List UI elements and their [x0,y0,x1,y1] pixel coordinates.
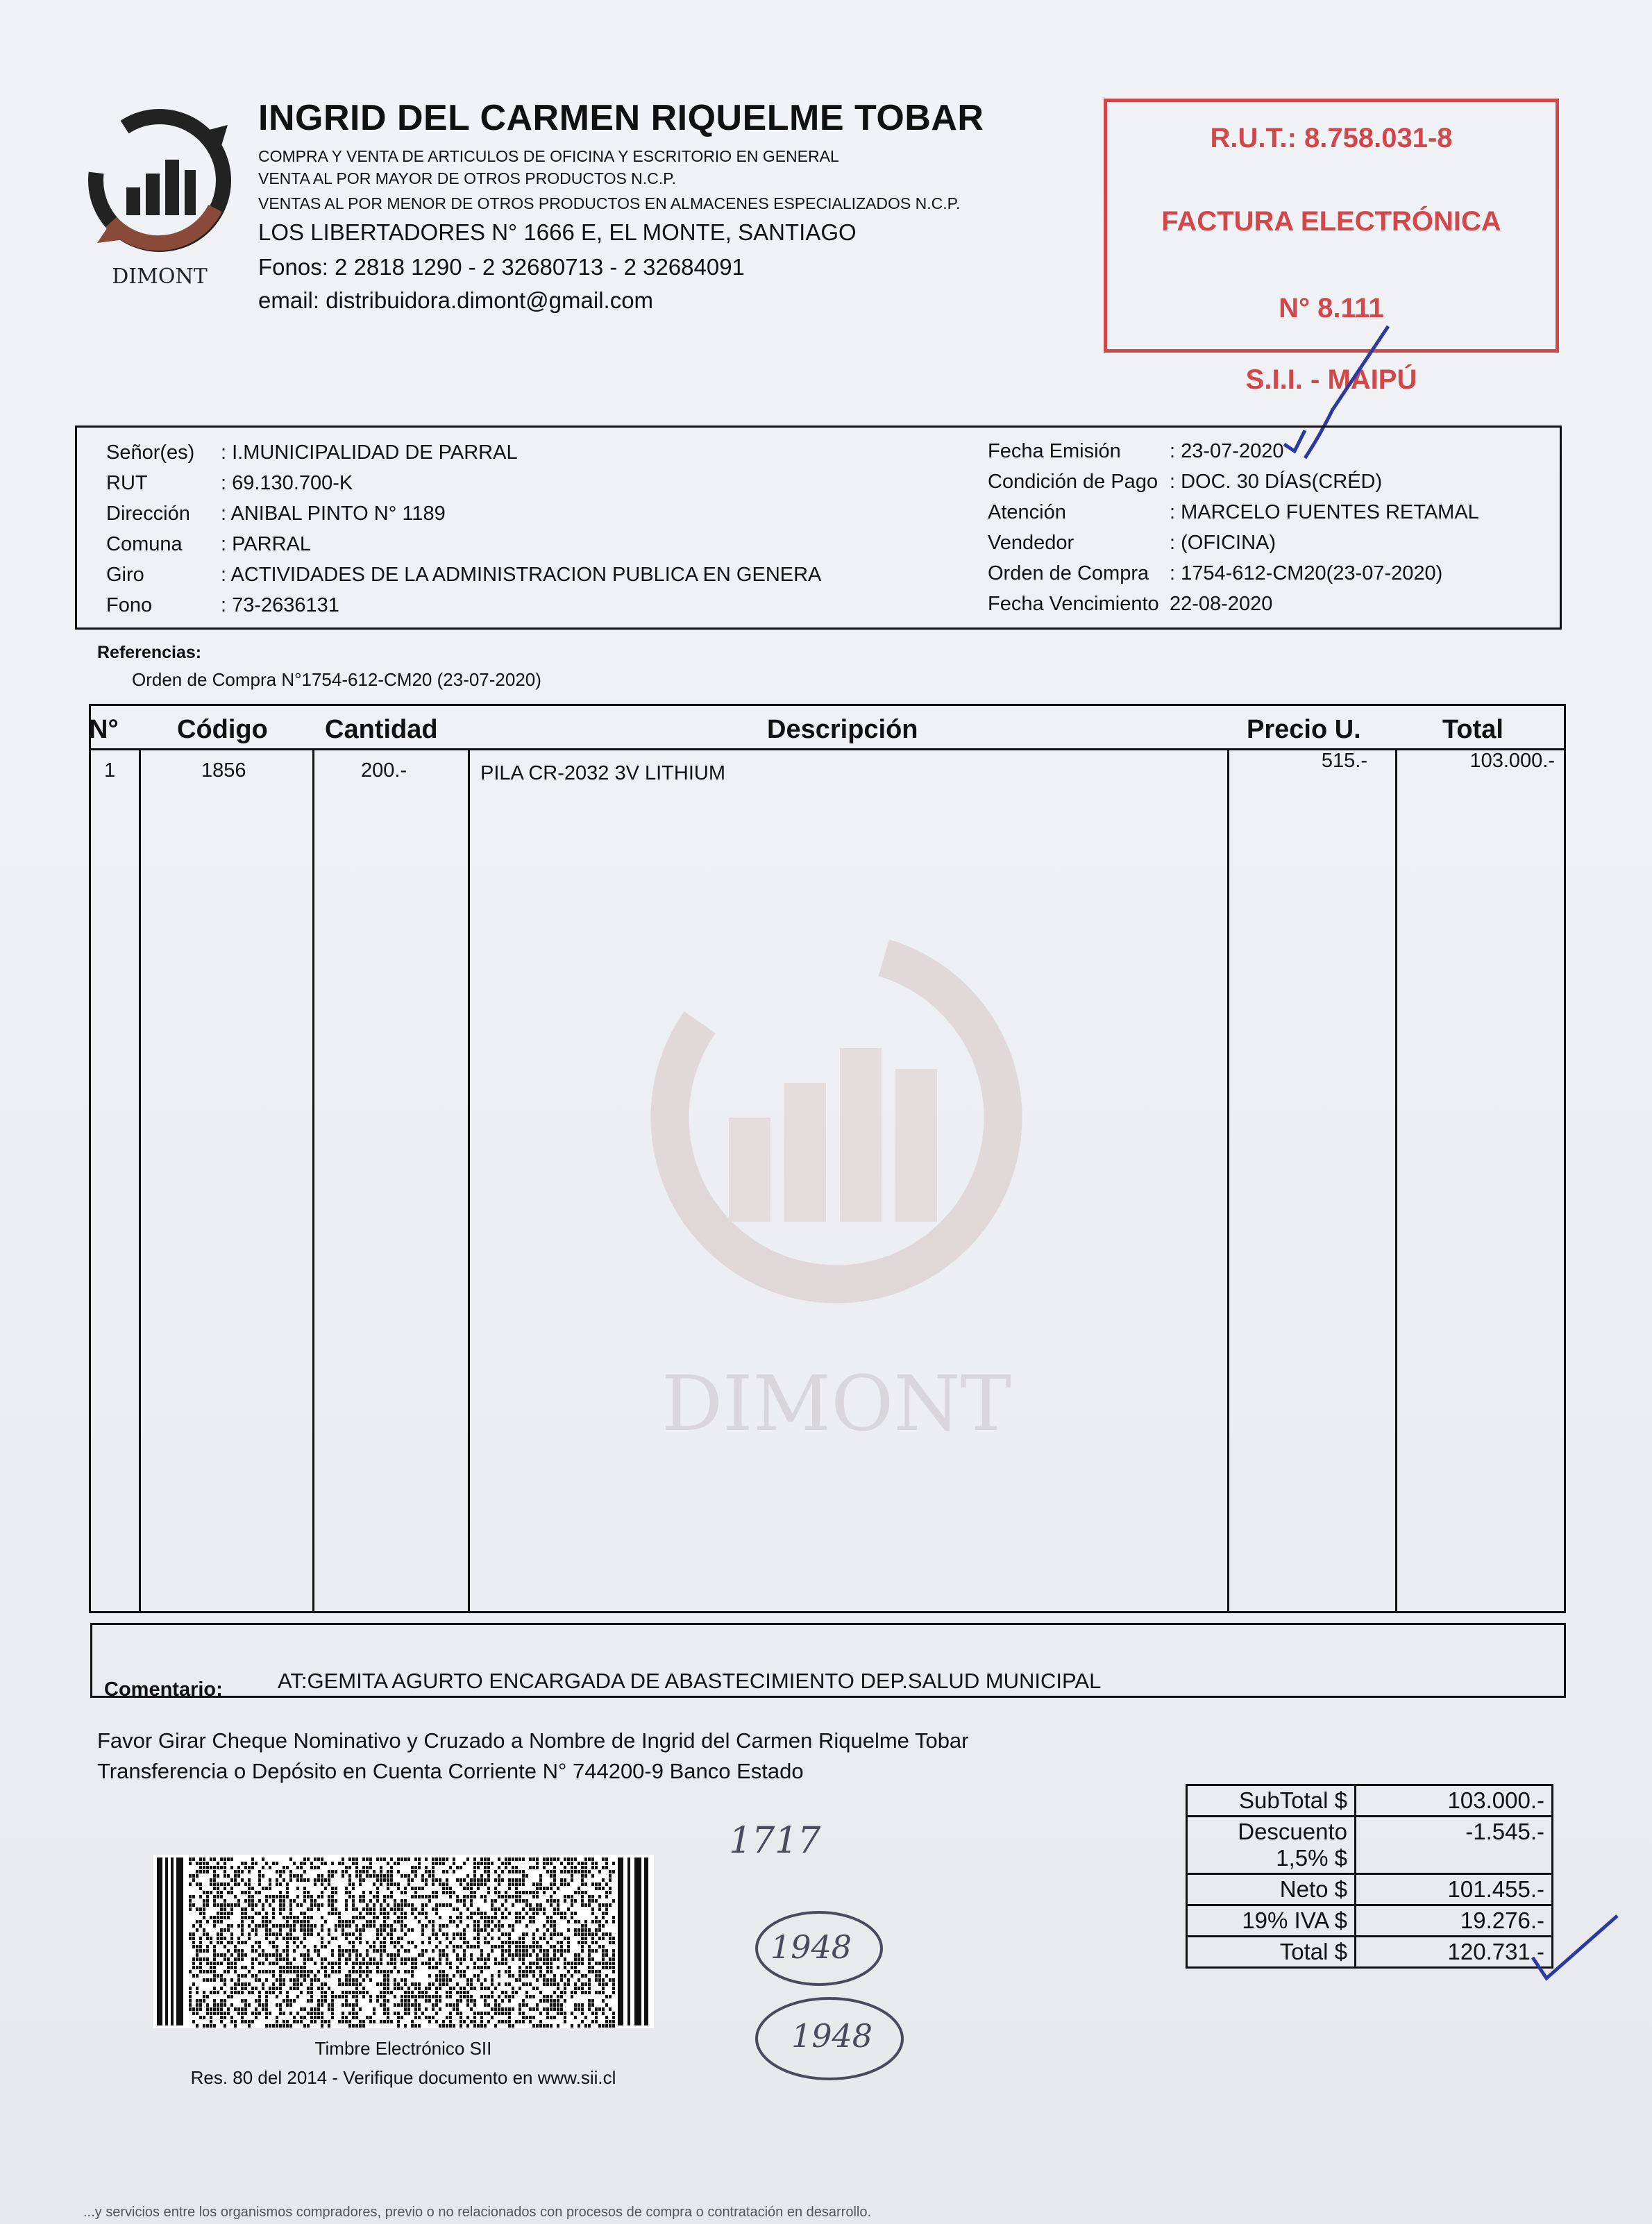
senor-value: : I.MUNICIPALIDAD DE PARRAL [221,441,518,464]
company-phones: Fonos: 2 2818 1290 - 2 32680713 - 2 32684091 [258,254,745,280]
company-address: LOS LIBERTADORES N° 1666 E, EL MONTE, SANTIAGO [258,219,857,245]
atencion-value: : MARCELO FUENTES RETAMAL [1170,501,1479,523]
row-no: 1 [104,759,116,782]
resolution-label: Res. 80 del 2014 - Verifique documento en www.sii.cl [190,2067,616,2088]
sii-office: S.I.I. - MAIPÚ [1245,364,1417,395]
total-row [1187,1937,1553,1968]
fono-label: Fono [106,594,153,616]
neto-label: Neto $ [1187,1874,1356,1905]
descuento-row [1187,1817,1553,1874]
company-activity-1: COMPRA Y VENTA DE ARTICULOS DE OFICINA Y ESCRITORIO EN GENERAL [258,147,839,165]
references-value: Orden de Compra N°1754-612-CM20 (23-07-2020) [132,669,541,690]
client-box [75,426,1562,630]
fecha-emision-value: : 23-07-2020 [1170,440,1284,462]
comment-label: Comentario: [104,1678,223,1701]
check-mark-icon [1527,1909,1624,1985]
dimont-watermark [611,888,1062,1485]
iva-value: 19.276.- [1356,1905,1553,1937]
col-divider [1395,748,1397,1613]
row-total: 103.000.- [1469,750,1555,772]
descuento-label [1187,1817,1356,1874]
dimont-logo [83,104,236,292]
row-precio: 515.- [1321,750,1367,772]
col-divider [312,748,314,1613]
sii-barcode [153,1855,654,2028]
handwritten-note-1: 1717 [729,1820,821,1862]
vencimiento-label: Fecha Vencimiento [988,593,1159,615]
neto-value: 101.455.- [1356,1874,1553,1905]
logo-text: DIMONT [112,264,208,289]
document-rut: R.U.T.: 8.758.031-8 [1210,123,1453,153]
payment-line-2: Transferencia o Depósito en Cuenta Corriente N° 744200-9 Banco Estado [97,1759,804,1783]
date-mark-icon [1277,423,1312,458]
company-activity-2: VENTA AL POR MAYOR DE OTROS PRODUCTOS N.C.P. [258,169,676,187]
fecha-emision-label: Fecha Emisión [988,440,1121,462]
company-name: INGRID DEL CARMEN RIQUELME TOBAR [258,98,984,138]
rut-value: : 69.130.700-K [221,472,353,494]
condicion-label: Condición de Pago [988,471,1158,493]
senor-label: Señor(es) [106,441,195,464]
handwritten-note-3: 1948 [791,2017,873,2055]
row-descripcion: PILA CR-2032 3V LITHIUM [480,762,725,784]
orden-value: : 1754-612-CM20(23-07-2020) [1170,562,1443,584]
timbre-label: Timbre Electrónico SII [314,2038,492,2059]
col-header-total: Total [1442,715,1503,744]
vendedor-value: : (OFICINA) [1170,532,1276,554]
giro-value: : ACTIVIDADES DE LA ADMINISTRACION PUBLICA EN GENERA [221,564,822,586]
col-divider [139,748,141,1613]
col-divider [468,748,470,1613]
handwritten-note-2: 1948 [770,1928,852,1966]
company-activity-3: VENTAS AL POR MENOR DE OTROS PRODUCTOS EN ALMACENES ESPECIALIZADOS N.C.P. [258,194,961,212]
giro-label: Giro [106,564,144,586]
subtotal-value: 103.000.- [1356,1785,1553,1817]
totals-table [1186,1784,1553,1969]
total-value: 120.731.- [1356,1937,1553,1968]
col-header-codigo: Código [177,715,268,744]
row-cantidad: 200.- [361,759,407,782]
descuento-label-2: 1,5% $ [1276,1845,1347,1871]
rut-label: RUT [106,472,148,494]
vendedor-label: Vendedor [988,532,1074,554]
watermark-text: DIMONT [661,1359,1012,1448]
comuna-value: : PARRAL [221,533,312,555]
direccion-label: Dirección [106,503,190,525]
col-header-cantidad: Cantidad [325,715,438,744]
orden-label: Orden de Compra [988,562,1149,584]
col-divider [1227,748,1229,1613]
condicion-value: : DOC. 30 DÍAS(CRÉD) [1170,471,1383,493]
descuento-value: -1.545.- [1356,1817,1553,1874]
descuento-label-1: Descuento [1238,1819,1347,1844]
document-number: N° 8.111 [1279,293,1384,323]
fono-value: : 73-2636131 [221,594,339,616]
total-label: Total $ [1187,1937,1356,1968]
iva-row [1187,1905,1553,1937]
col-header-no: N° [89,715,119,744]
col-header-precio: Precio U. [1247,715,1361,744]
references-heading: Referencias: [97,643,202,662]
iva-label: 19% IVA $ [1187,1905,1356,1937]
neto-row [1187,1874,1553,1905]
atencion-label: Atención [988,501,1066,523]
subtotal-label: SubTotal $ [1187,1785,1356,1817]
direccion-value: : ANIBAL PINTO N° 1189 [221,503,446,525]
comuna-label: Comuna [106,533,183,555]
company-email: email: distribuidora.dimont@gmail.com [258,287,654,313]
row-codigo: 1856 [201,759,246,782]
comment-value: AT:GEMITA AGURTO ENCARGADA DE ABASTECIMIENTO DEP.SALUD MUNICIPAL [278,1669,1102,1693]
subtotal-row [1187,1785,1553,1817]
vencimiento-value: 22-08-2020 [1170,593,1273,615]
col-header-descripcion: Descripción [767,715,918,744]
footer-text: ...y servicios entre los organismos compradores, previo o no relacionados con procesos de compra o contratación en desarrollo. [83,2205,872,2220]
payment-line-1: Favor Girar Cheque Nominativo y Cruzado a Nombre de Ingrid del Carmen Riquelme Tobar [97,1728,969,1753]
document-type: FACTURA ELECTRÓNICA [1161,206,1501,237]
